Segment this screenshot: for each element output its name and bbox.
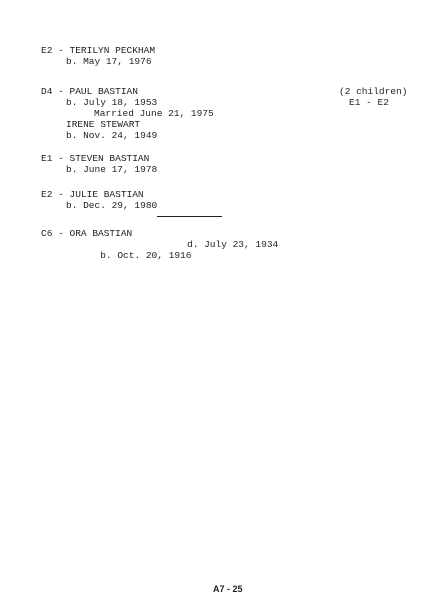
person-name: STEVEN BASTIAN xyxy=(69,153,150,164)
entry-heading: E1 - STEVEN BASTIAN xyxy=(41,153,150,164)
spouse-name: IRENE STEWART xyxy=(66,119,141,130)
spouse-birth-date: b. Nov. 24, 1949 xyxy=(66,130,158,141)
children-note xyxy=(339,86,408,108)
person-name: TERILYN PECKHAM xyxy=(69,45,156,56)
generation-code: D4 xyxy=(41,86,53,97)
birth-date: b. Dec. 29, 1980 xyxy=(66,200,158,211)
page-number: A7 - 25 xyxy=(213,584,243,594)
person-name: ORA BASTIAN xyxy=(69,228,133,239)
birth-date: b. July 18, 1953 xyxy=(66,97,158,108)
genealogy-entry-ora xyxy=(41,228,421,261)
entry-heading: E2 - TERILYN PECKHAM xyxy=(41,45,156,56)
person-name: PAUL BASTIAN xyxy=(69,86,138,97)
generation-code: E2 xyxy=(41,189,53,200)
birth-date: b. May 17, 1976 xyxy=(66,56,152,67)
genealogy-entry-steven xyxy=(41,153,421,175)
death-date: d. July 23, 1934 xyxy=(187,239,279,250)
birth-date: b. Oct. 20, 1916 xyxy=(100,250,192,261)
children-count: (2 children) xyxy=(339,86,408,97)
entry-heading: E2 - JULIE BASTIAN xyxy=(41,189,144,200)
genealogy-entry-terilyn xyxy=(41,45,421,67)
generation-code: E1 xyxy=(41,153,53,164)
genealogy-entry-julie xyxy=(41,189,421,211)
entry-heading: C6 - ORA BASTIAN xyxy=(41,228,133,239)
person-name: JULIE BASTIAN xyxy=(69,189,144,200)
marriage-date: Married June 21, 1975 xyxy=(94,108,214,119)
generation-code: E2 xyxy=(41,45,53,56)
birth-date: b. June 17, 1978 xyxy=(66,164,158,175)
generation-code: C6 xyxy=(41,228,53,239)
entry-heading: D4 - PAUL BASTIAN xyxy=(41,86,138,97)
children-codes: E1 - E2 xyxy=(349,97,389,108)
section-divider xyxy=(157,216,222,217)
